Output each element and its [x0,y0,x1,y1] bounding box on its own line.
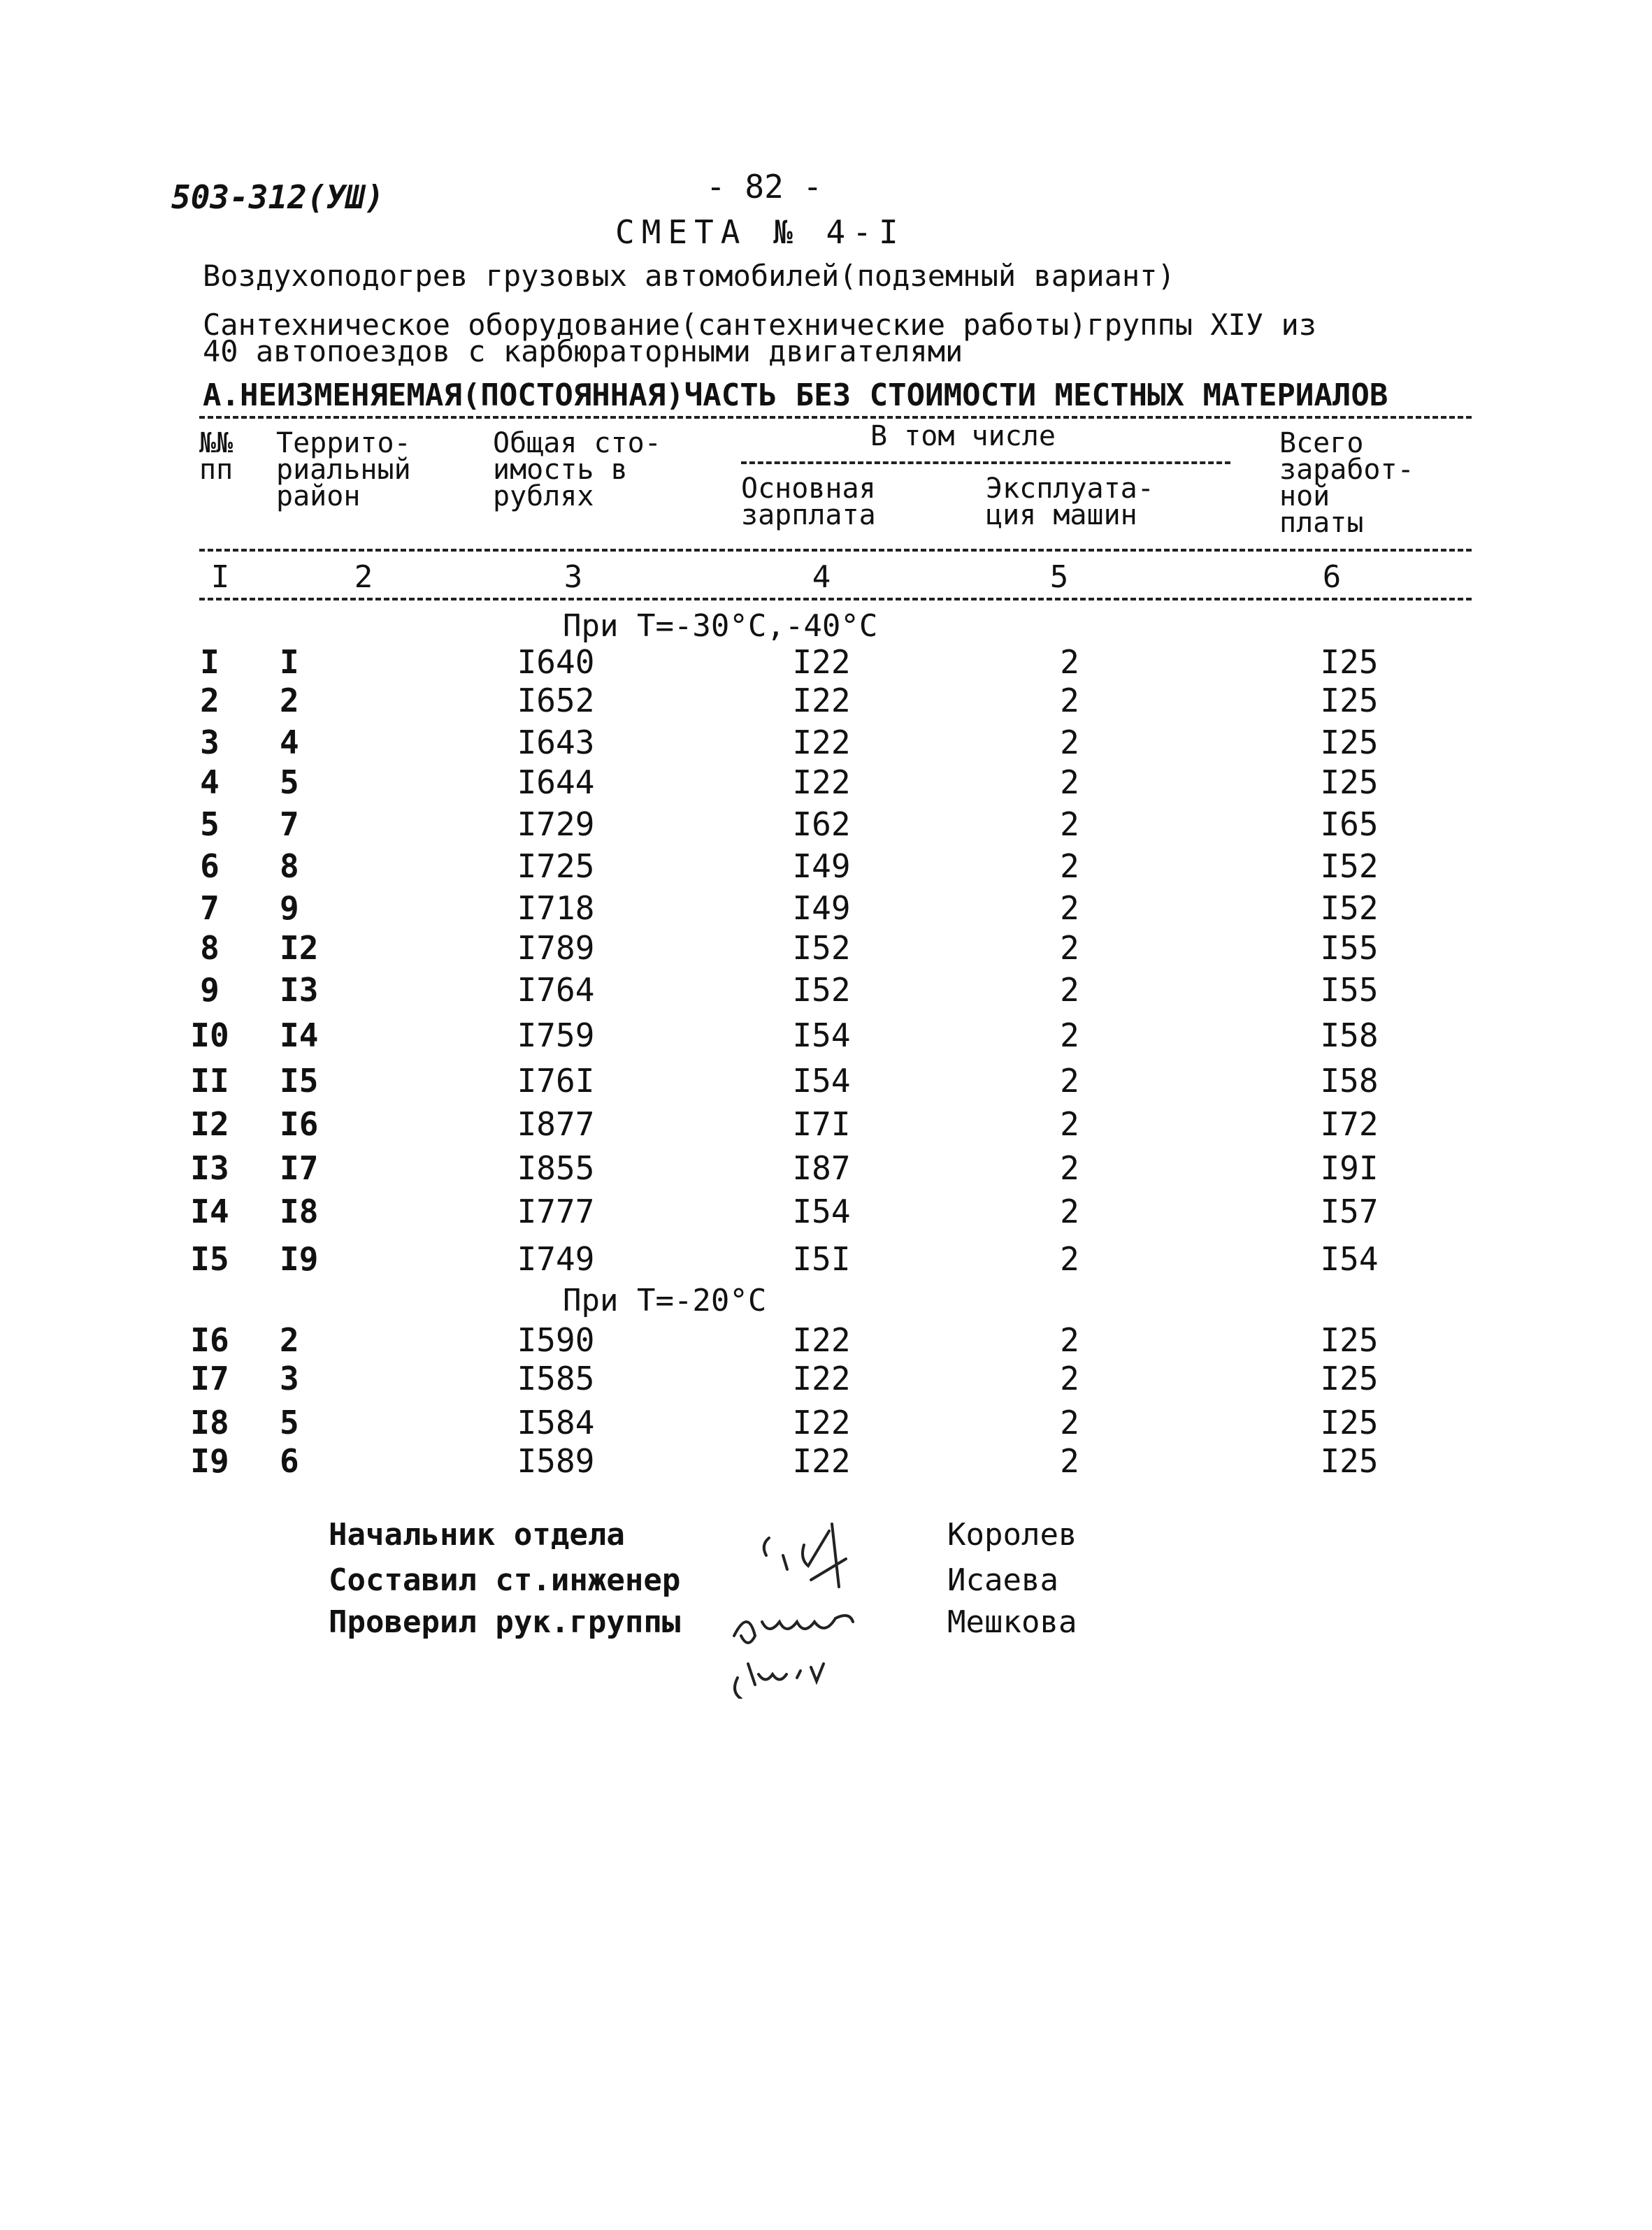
document-volume: (УШ) [306,178,385,216]
cell-base-salary: I22 [792,763,851,801]
cell-machine-operation: 2 [1060,847,1079,885]
cell-base-salary: I22 [792,724,851,761]
cell-machine-operation: 2 [1060,724,1079,761]
cell-total-cost: I718 [517,889,595,927]
cell-base-salary: I52 [792,971,851,1009]
table-row [0,929,1652,971]
cell-region: I5 [280,1062,319,1100]
document-code [171,178,385,216]
cell-region: I4 [280,1016,319,1054]
cell-total-cost: I749 [517,1240,595,1278]
column-number-5: 5 [1049,559,1069,595]
part-heading: А.НЕИЗМЕНЯЕМАЯ(ПОСТОЯННАЯ)ЧАСТЬ БЕЗ СТОИМОСТИ МЕСТНЫХ МАТЕРИАЛОВ [203,377,1388,413]
document-code-number: 503-312 [171,178,307,216]
cell-row-number: I2 [190,1105,229,1143]
equipment-line: Сантехническое оборудование(сантехнические работы)группы XIУ из [203,308,1317,342]
cell-machine-operation: 2 [1060,971,1079,1009]
vehicles-line: 40 автопоездов с карбюраторными двигателями [203,334,963,368]
cell-total-wages: I65 [1320,805,1379,843]
cell-row-number: I5 [190,1240,229,1278]
cell-row-number: 2 [200,682,220,719]
table-row [0,971,1652,1013]
cell-total-wages: I52 [1320,889,1379,927]
column-header-total: Общая сто- имость в рублях [493,427,661,512]
cell-machine-operation: 2 [1060,1442,1079,1480]
column-number-6: 6 [1322,559,1342,595]
cell-region: 2 [280,1321,299,1359]
cell-machine-operation: 2 [1060,1360,1079,1397]
cell-total-cost: I643 [517,724,595,761]
cell-total-cost: I590 [517,1321,595,1359]
cell-total-wages: I58 [1320,1016,1379,1054]
column-header-salary: Основная зарплата [741,473,876,531]
table-row [0,643,1652,685]
table-row [0,1404,1652,1446]
cell-machine-operation: 2 [1060,805,1079,843]
cell-row-number: 8 [200,929,220,967]
cell-machine-operation: 2 [1060,1404,1079,1441]
cell-base-salary: I52 [792,929,851,967]
column-header-including: В том числе [870,420,1056,452]
cell-region: 5 [280,763,299,801]
signatory-role-head: Начальник отдела [329,1517,625,1553]
section-label-warm: При Т=-20°С [563,1283,767,1318]
cell-row-number: I6 [190,1321,229,1359]
cell-total-cost: I764 [517,971,595,1009]
cell-row-number: I4 [190,1193,229,1230]
signatory-role-engineer: Составил ст.инженер [329,1562,681,1598]
cell-base-salary: I22 [792,1321,851,1359]
cell-machine-operation: 2 [1060,1016,1079,1054]
cell-row-number: I7 [190,1360,229,1397]
cell-total-wages: I52 [1320,847,1379,885]
cell-region: 4 [280,724,299,761]
cell-region: I8 [280,1193,319,1230]
cell-base-salary: I54 [792,1062,851,1100]
cell-machine-operation: 2 [1060,929,1079,967]
column-numbers-rule [199,598,1472,600]
cell-machine-operation: 2 [1060,643,1079,681]
cell-row-number: 4 [200,763,220,801]
cell-machine-operation: 2 [1060,1149,1079,1187]
cell-total-cost: I585 [517,1360,595,1397]
cell-machine-operation: 2 [1060,1062,1079,1100]
cell-total-wages: I25 [1320,643,1379,681]
table-row [0,1321,1652,1363]
table-row [0,1442,1652,1484]
cell-total-wages: I72 [1320,1105,1379,1143]
table-row [0,1240,1652,1282]
header-bottom-rule [199,549,1472,552]
cell-total-cost: I855 [517,1149,595,1187]
signatory-name-group-lead: Мешкова [947,1604,1077,1640]
cell-base-salary: I22 [792,1442,851,1480]
column-header-region: Террито- риальный район [276,427,411,512]
cell-total-cost: I652 [517,682,595,719]
page-number: - 82 - [706,168,823,206]
column-number-3: 3 [563,559,583,595]
cell-row-number: I0 [190,1016,229,1054]
cell-total-wages: I25 [1320,1404,1379,1441]
column-number-2: 2 [354,559,373,595]
column-number-1: I [210,559,230,595]
cell-total-cost: I76I [517,1062,595,1100]
cell-machine-operation: 2 [1060,1240,1079,1278]
cell-base-salary: I87 [792,1149,851,1187]
cell-row-number: I9 [190,1442,229,1480]
signatory-role-group-lead: Проверил рук.группы [329,1604,681,1640]
cell-base-salary: I22 [792,682,851,719]
cell-base-salary: I54 [792,1193,851,1230]
cell-total-cost: I725 [517,847,595,885]
cell-total-cost: I640 [517,643,595,681]
cell-total-cost: I584 [517,1404,595,1441]
column-number-4: 4 [812,559,831,595]
cell-base-salary: I5I [792,1240,851,1278]
cell-total-wages: I25 [1320,682,1379,719]
cell-region: 6 [280,1442,299,1480]
cell-total-wages: I58 [1320,1062,1379,1100]
cell-total-cost: I777 [517,1193,595,1230]
table-row [0,1193,1652,1235]
cell-region: 7 [280,805,299,843]
cell-total-wages: I55 [1320,929,1379,967]
cell-base-salary: I22 [792,1404,851,1441]
subheader-rule [741,461,1230,464]
cell-row-number: 5 [200,805,220,843]
column-header-wages: Всего заработ- ной платы [1279,427,1414,539]
cell-region: I9 [280,1240,319,1278]
cell-total-cost: I877 [517,1105,595,1143]
table-row [0,1149,1652,1191]
table-row [0,1062,1652,1104]
cell-total-wages: I25 [1320,1321,1379,1359]
cell-base-salary: I22 [792,1360,851,1397]
cell-region: 2 [280,682,299,719]
cell-total-wages: I9I [1320,1149,1379,1187]
cell-total-wages: I57 [1320,1193,1379,1230]
cell-region: 5 [280,1404,299,1441]
cell-base-salary: I62 [792,805,851,843]
cell-total-cost: I789 [517,929,595,967]
table-row [0,763,1652,805]
cell-row-number: 9 [200,971,220,1009]
subject-line: Воздухоподогрев грузовых автомобилей(подземный вариант) [203,259,1175,293]
table-row [0,1105,1652,1147]
cell-total-wages: I25 [1320,1442,1379,1480]
cell-base-salary: I7I [792,1105,851,1143]
cell-total-cost: I759 [517,1016,595,1054]
table-row [0,847,1652,889]
cell-machine-operation: 2 [1060,1321,1079,1359]
cell-row-number: I3 [190,1149,229,1187]
cell-base-salary: I22 [792,643,851,681]
signatory-name-head: Королев [947,1517,1077,1553]
cell-machine-operation: 2 [1060,1105,1079,1143]
cell-total-cost: I729 [517,805,595,843]
cell-total-wages: I25 [1320,763,1379,801]
cell-machine-operation: 2 [1060,682,1079,719]
cell-base-salary: I49 [792,889,851,927]
handwritten-signatures-image [727,1517,923,1699]
column-header-num: №№ пп [199,427,234,486]
cell-region: I [280,643,299,681]
cell-machine-operation: 2 [1060,763,1079,801]
cell-row-number: 6 [200,847,220,885]
cell-machine-operation: 2 [1060,889,1079,927]
table-row [0,1360,1652,1402]
cell-total-cost: I589 [517,1442,595,1480]
cell-region: I2 [280,929,319,967]
column-header-machines: Эксплуата- ция машин [986,473,1154,531]
cell-total-wages: I55 [1320,971,1379,1009]
cell-region: 8 [280,847,299,885]
cell-region: 9 [280,889,299,927]
cell-row-number: II [190,1062,229,1100]
cell-region: I3 [280,971,319,1009]
cell-total-wages: I25 [1320,724,1379,761]
cell-region: 3 [280,1360,299,1397]
cell-region: I7 [280,1149,319,1187]
document-title: СМЕТА № 4-I [615,213,905,251]
table-row [0,724,1652,765]
table-row [0,682,1652,724]
cell-total-wages: I54 [1320,1240,1379,1278]
cell-machine-operation: 2 [1060,1193,1079,1230]
cell-row-number: I [200,643,220,681]
table-row [0,805,1652,847]
section-label-cold: При Т=-30°С,-40°С [563,608,878,644]
cell-region: I6 [280,1105,319,1143]
cell-row-number: I8 [190,1404,229,1441]
signatory-name-engineer: Исаева [947,1562,1058,1598]
table-top-rule [199,416,1472,419]
table-row [0,889,1652,931]
cell-base-salary: I54 [792,1016,851,1054]
cell-total-cost: I644 [517,763,595,801]
cell-row-number: 7 [200,889,220,927]
cell-total-wages: I25 [1320,1360,1379,1397]
cell-base-salary: I49 [792,847,851,885]
cell-row-number: 3 [200,724,220,761]
table-row [0,1016,1652,1058]
